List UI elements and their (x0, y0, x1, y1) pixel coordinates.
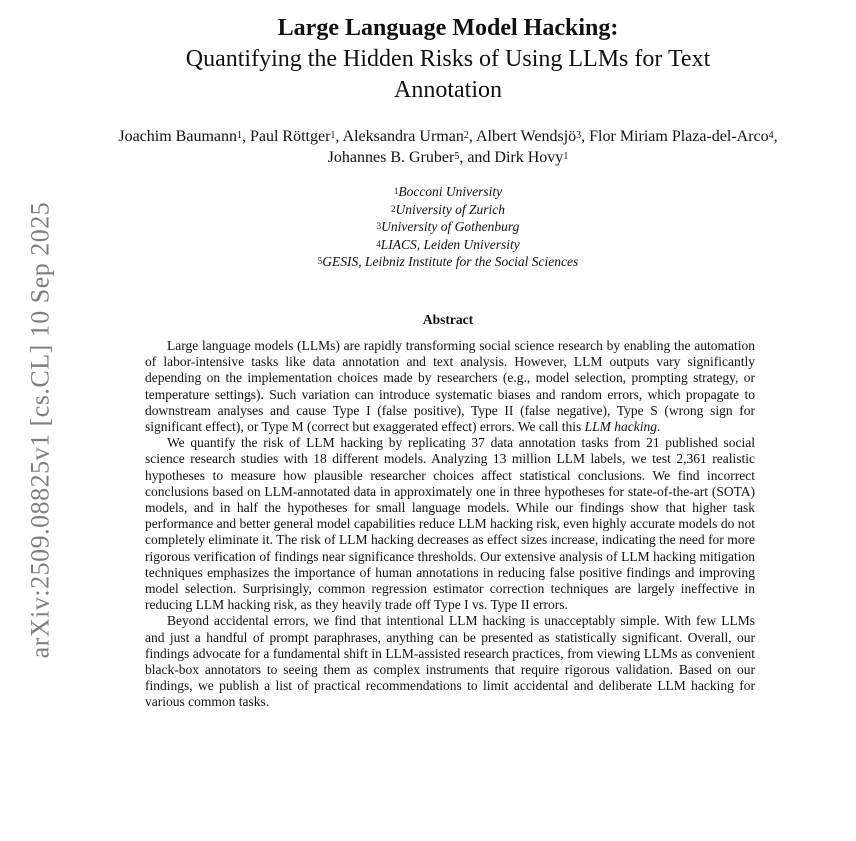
author-list: Joachim Baumann$^1$, Paul Röttger$^1$, Aleksandra Urman$^2$, Albert Wendsjö$^3$, Flor Miriam Plaza-del-Arco$^4$, Johannes B. Gruber$^5$, and Dirk Hovy$^1$ (118, 128, 778, 166)
abstract-heading: Abstract (422, 312, 474, 327)
abstract-paragraph: Beyond accidental errors, we find that intentional LLM hacking is unacceptably simple. With few LLMs and just a handful of prompt paraphrases, anything can be presented as statistically significant. Overall, our findings advocate for a fundamental shift in LLM-assisted research practices, from viewing LLMs as convenient black-box annotators to seeing them as complex instruments that require rigorous validation. Based on our findings, we publish a list of practical recommendations to limit accidental and deliberate LLM hacking for various common tasks. (145, 613, 755, 710)
author: Paul Röttger$^1$ (249, 128, 336, 145)
paper-title (100, 12, 796, 106)
title-line-2: Quantifying the Hidden Risks of Using LLMs for Text (185, 46, 711, 72)
author: Aleksandra Urman$^2$ (342, 128, 469, 145)
arxiv-identifier-text: arXiv:2509.08825v1 [cs.CL] 10 Sep 2025 (25, 201, 54, 659)
abstract-paragraph: We quantify the risk of LLM hacking by replicating 37 data annotation tasks from 21 published social science research studies with 18 different models. Analyzing 13 million LLM labels, we test 2,361 realistic hypotheses to measure how plausible researcher choices affect statistical conclusions. We find incorrect conclusions based on LLM-annotated data in approximately one in three hypotheses for state-of-the-art (SOTA) models, and in half the hypotheses for small language models. While our findings show that higher task performance and better general model capabilities reduce LLM hacking risk, even highly accurate models do not completely eliminate it. The risk of LLM hacking decreases as effect sizes increase, indicating the need for more rigorous verification of findings near significance thresholds. Our extensive analysis of LLM hacking mitigation techniques emphasizes the importance of human annotations in reducing false positive findings and improving model selection. Surprisingly, common regression estimator correction techniques are largely ineffective in reducing LLM hacking risk, as they heavily trade off Type I vs. Type II errors. (145, 435, 755, 613)
title-line-1: Large Language Model Hacking: (277, 15, 619, 41)
abstract-paragraph: Large language models (LLMs) are rapidly transforming social science research by enabling the automation of labor-intensive tasks like data annotation and text analysis. However, LLM outputs vary significantly depending on the implementation choices made by researchers (e.g., model selection, prompting strategy, or temperature settings). Such variation can introduce systematic biases and random errors, which propagate to downstream analyses and cause Type I (false positive), Type II (false negative), Type S (wrong sign for significant effect), or Type M (correct but exaggerated effect) errors. We call this LLM hacking. (145, 338, 755, 435)
author: Dirk Hovy$^1$ (494, 149, 569, 166)
affiliation: $^3$University of Gothenburg (376, 219, 520, 235)
affiliation: $^1$Bocconi University (393, 184, 503, 199)
author: Flor Miriam Plaza-del-Arco$^4$ (589, 128, 774, 145)
affiliation-list (100, 183, 796, 271)
abstract-body (145, 338, 755, 711)
title-line-3: Annotation (394, 77, 502, 103)
author: Johannes B. Gruber$^5$ (327, 149, 460, 166)
affiliation: $^4$LIACS, Leiden University (376, 236, 520, 252)
author: Joachim Baumann$^1$ (118, 128, 242, 145)
affiliation: $^2$University of Zurich (391, 201, 505, 217)
arxiv-identifier-stamp (22, 160, 58, 700)
emphasized-term: LLM hacking (584, 419, 658, 435)
author: Albert Wendsjö$^3$ (475, 128, 582, 145)
affiliation: $^5$GESIS, Leibniz Institute for the Social Sciences (317, 254, 579, 270)
